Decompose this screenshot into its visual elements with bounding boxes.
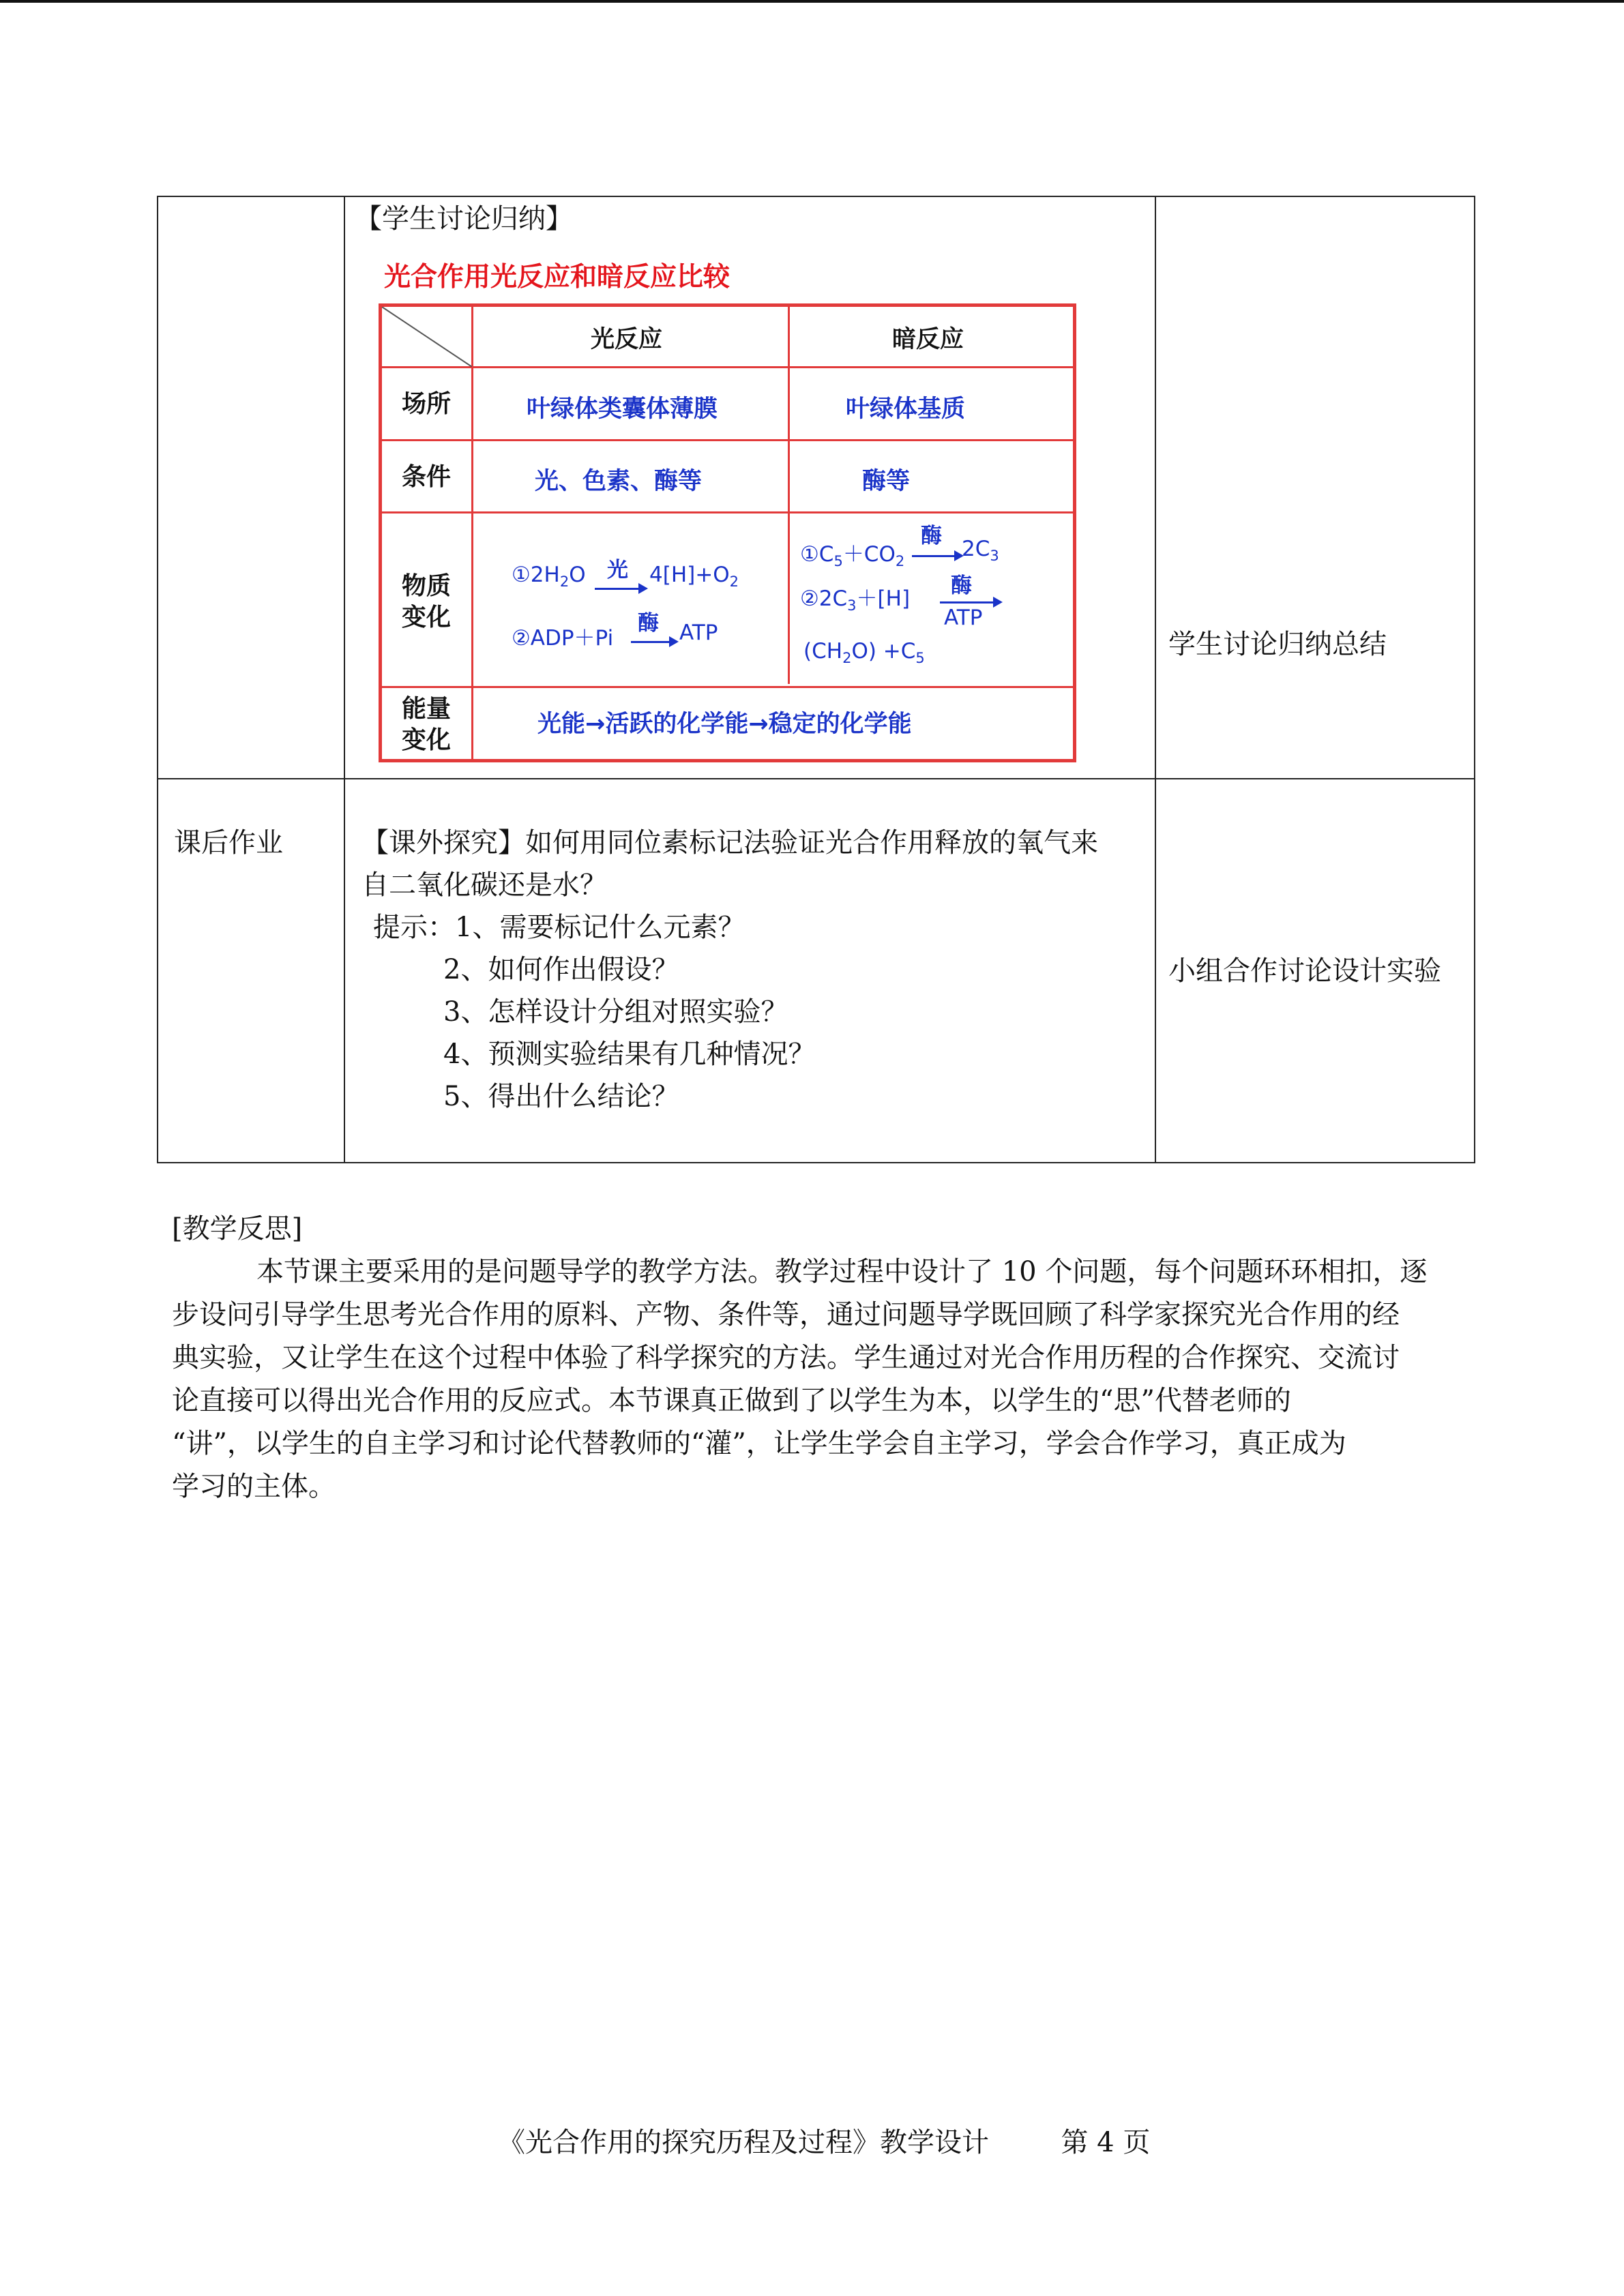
dark-eq3-a: (CH — [803, 639, 843, 664]
dark-eq2-left: ②2C — [800, 586, 848, 611]
dark-eq3-a-sub: 2 — [842, 650, 852, 667]
homework-line1: 【课外探究】如何用同位素标记法验证光合作用释放的氧气来 — [361, 827, 1098, 859]
hint-1: 提示：1、需要标记什么元素？ — [373, 912, 745, 943]
dark-eq1-right-sub: 3 — [990, 548, 999, 565]
discussion-heading: 【学生讨论归纳】 — [355, 203, 573, 235]
light-eq1-right: 4[H]+O — [649, 563, 730, 587]
reflection-line: 典实验，又让学生在这个过程中体验了科学探究的方法。学生通过对光合作用历程的合作探究、交流讨 — [172, 1342, 1400, 1373]
footer-doc-title: 《光合作用的探究历程及过程》教学设计 — [498, 2127, 989, 2158]
diagonal-header-line — [382, 307, 472, 367]
table-divider — [344, 197, 345, 1162]
cmp-divider — [382, 511, 1073, 513]
cmp-divider — [471, 307, 473, 759]
hint-2: 2、如何作出假设？ — [443, 954, 679, 985]
row-label-energy — [385, 694, 467, 756]
student-activity-summary: 学生讨论归纳总结 — [1168, 629, 1387, 660]
cmp-divider — [382, 439, 1073, 441]
dark-eq1-a-sub: 5 — [833, 553, 843, 570]
column-header-light: 光反应 — [591, 326, 663, 353]
table-divider — [1155, 197, 1156, 1162]
light-place: 叶绿体类囊体薄膜 — [527, 396, 718, 423]
reflection-line: 步设问引导学生思考光合作用的原料、产物、条件等，通过问题导学既回顾了科学家探究光合作用的经 — [172, 1299, 1400, 1330]
dark-eq1-catalyst: 酶 — [921, 524, 942, 548]
arrow-icon — [631, 641, 672, 643]
light-eq1-sub: 2 — [559, 573, 570, 591]
student-activity-design: 小组合作讨论设计实验 — [1168, 955, 1441, 987]
reflection-line: 论直接可以得出光合作用的反应式。本节课真正做到了以学生为本，以学生的“思”代替老师的 — [172, 1385, 1291, 1416]
dark-eq2-left-sub: 3 — [847, 597, 857, 614]
light-eq2-right: ATP — [679, 621, 718, 645]
page-footer — [498, 2121, 1150, 2160]
dark-eq1 — [800, 537, 904, 569]
arrow-icon — [940, 601, 996, 603]
reflection-line: 学习的主体。 — [172, 1471, 336, 1502]
light-condition: 光、色素、酶等 — [535, 468, 703, 495]
reflection-title: [教学反思] — [172, 1213, 303, 1244]
hint-5: 5、得出什么结论？ — [443, 1081, 679, 1112]
cmp-divider — [382, 686, 1073, 688]
comparison-table — [379, 303, 1076, 762]
reflection-line: “讲”，以学生的自主学习和讨论代替教师的“灌”，让学生学会自主学习，学会合作学习，真正成为 — [172, 1428, 1346, 1459]
homework-line2: 自二氧化碳还是水？ — [361, 869, 607, 901]
light-eq1-o: O — [569, 563, 586, 587]
light-eq2-left: ②ADP＋Pi — [512, 626, 614, 651]
dark-eq3-b-sub: 5 — [915, 650, 925, 667]
light-eq1 — [512, 563, 586, 590]
top-border-line — [0, 0, 1624, 3]
dark-condition: 酶等 — [862, 468, 911, 495]
footer-page-number: 第 4 页 — [1061, 2127, 1151, 2158]
energy-change: 光能→活跃的化学能→稳定的化学能 — [537, 711, 912, 738]
dark-eq1-product — [962, 537, 999, 564]
row-label-energy-line2: 变化 — [401, 726, 451, 754]
reflection-paragraph — [172, 1251, 1468, 1508]
dark-eq2-catalyst: 酶 — [951, 573, 972, 598]
dark-eq3 — [803, 639, 925, 666]
row-label-energy-line1: 能量 — [401, 695, 451, 723]
arrow-icon — [912, 555, 957, 557]
table-divider — [158, 778, 1474, 779]
dark-eq2-energy: ATP — [944, 606, 983, 630]
dark-eq1-right: 2C — [962, 537, 990, 561]
dark-eq2 — [800, 581, 910, 614]
row-label-place: 场所 — [401, 390, 451, 418]
row-label-matter-line1: 物质 — [401, 572, 451, 600]
light-eq2-catalyst: 酶 — [638, 611, 659, 636]
dark-eq3-b: O) +C — [851, 639, 916, 664]
cmp-divider — [382, 366, 1073, 368]
comparison-title: 光合作用光反应和暗反应比较 — [384, 262, 730, 293]
dark-eq1-b: ＋CO — [842, 542, 896, 567]
row-label-condition: 条件 — [401, 463, 451, 491]
reflection-line: 本节课主要采用的是问题导学的教学方法。教学过程中设计了 10 个问题，每个问题环环相扣，逐 — [256, 1256, 1428, 1287]
row-label-matter — [385, 571, 467, 633]
hint-3: 3、怎样设计分组对照实验？ — [443, 996, 788, 1028]
column-header-dark: 暗反应 — [892, 326, 964, 353]
dark-eq1-b-sub: 2 — [895, 553, 905, 570]
dark-place: 叶绿体基质 — [846, 396, 966, 423]
row-label-matter-line2: 变化 — [401, 603, 451, 631]
dark-eq1-a: ①C — [800, 542, 834, 567]
dark-eq2-plus: ＋[H] — [856, 586, 911, 611]
light-eq1-catalyst: 光 — [607, 558, 628, 582]
arrow-icon — [595, 588, 641, 590]
cmp-divider — [788, 307, 790, 684]
hint-4: 4、预测实验结果有几种情况？ — [443, 1039, 816, 1070]
light-eq1-right-sub: 2 — [729, 573, 739, 591]
homework-label: 课后作业 — [174, 827, 283, 859]
light-eq1-left: ①2H — [512, 563, 560, 587]
light-eq1-products — [649, 563, 739, 590]
